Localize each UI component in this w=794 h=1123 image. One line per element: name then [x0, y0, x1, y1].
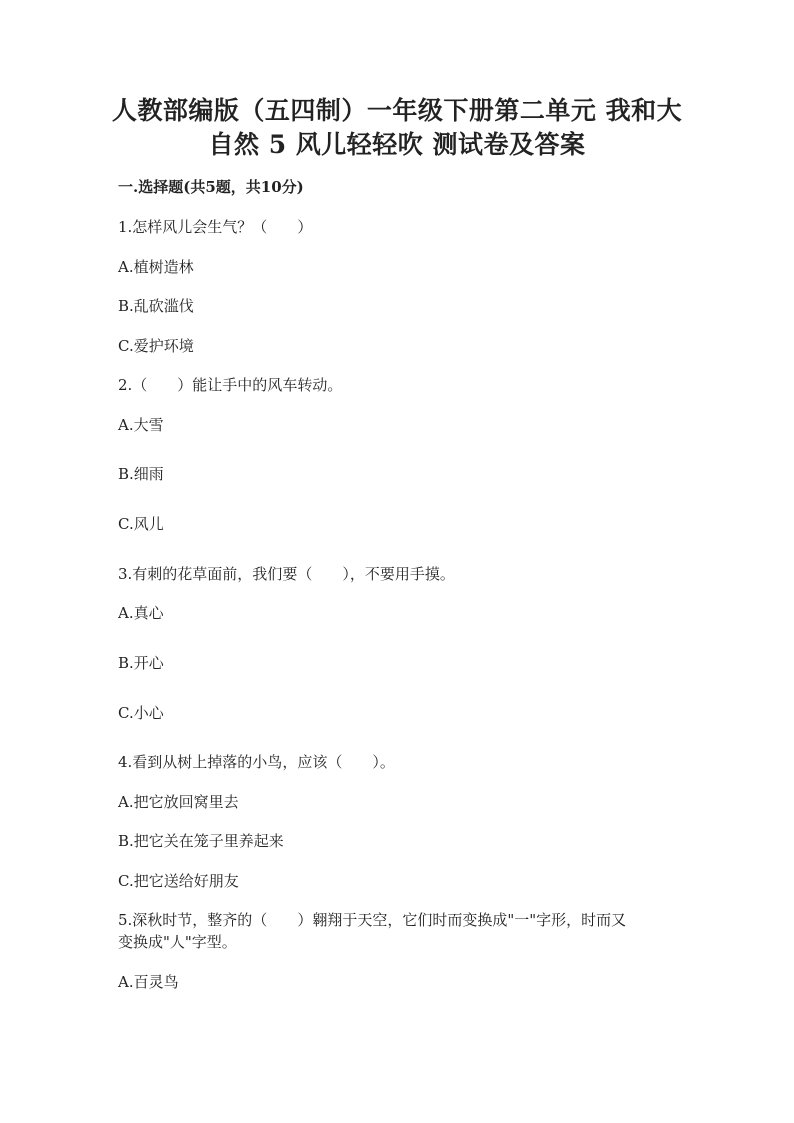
- section-heading: 一.选择题(共5题，共10分): [118, 178, 304, 196]
- question-4-option-a: A.把它放回窝里去: [118, 793, 239, 811]
- question-4-stem: 4.看到从树上掉落的小鸟，应该（ ）。: [118, 753, 395, 771]
- page-title-line-1: 人教部编版（五四制）一年级下册第二单元 我和大: [111, 96, 683, 125]
- question-3-stem: 3.有刺的花草面前，我们要（ ），不要用手摸。: [118, 565, 455, 583]
- question-3-option-a: A.真心: [118, 604, 164, 622]
- question-3-option-b: B.开心: [118, 654, 164, 672]
- question-1-stem: 1.怎样风儿会生气？（ ）: [118, 218, 313, 236]
- question-4-option-c: C.把它送给好朋友: [118, 872, 239, 890]
- page-title: [0, 94, 794, 162]
- question-5-option-a: A.百灵鸟: [118, 973, 179, 991]
- question-2-stem: 2.（ ）能让手中的风车转动。: [118, 376, 343, 394]
- question-3-option-c: C.小心: [118, 704, 164, 722]
- question-1-option-b: B.乱砍滥伐: [118, 297, 194, 315]
- question-2-option-b: B.细雨: [118, 465, 164, 483]
- question-1-option-a: A.植树造林: [118, 258, 194, 276]
- question-1-option-c: C.爱护环境: [118, 337, 194, 355]
- question-2-option-a: A.大雪: [118, 416, 164, 434]
- page-title-line-2: 自然 5 风儿轻轻吹 测试卷及答案: [208, 130, 586, 159]
- question-4-option-b: B.把它关在笼子里养起来: [118, 832, 284, 850]
- question-5-stem-line-2: 变换成"人"字型。: [118, 933, 237, 951]
- question-2-option-c: C.风儿: [118, 515, 164, 533]
- question-5-stem-line-1: 5.深秋时节，整齐的（ ）翱翔于天空，它们时而变换成"一"字形，时而又: [118, 911, 627, 929]
